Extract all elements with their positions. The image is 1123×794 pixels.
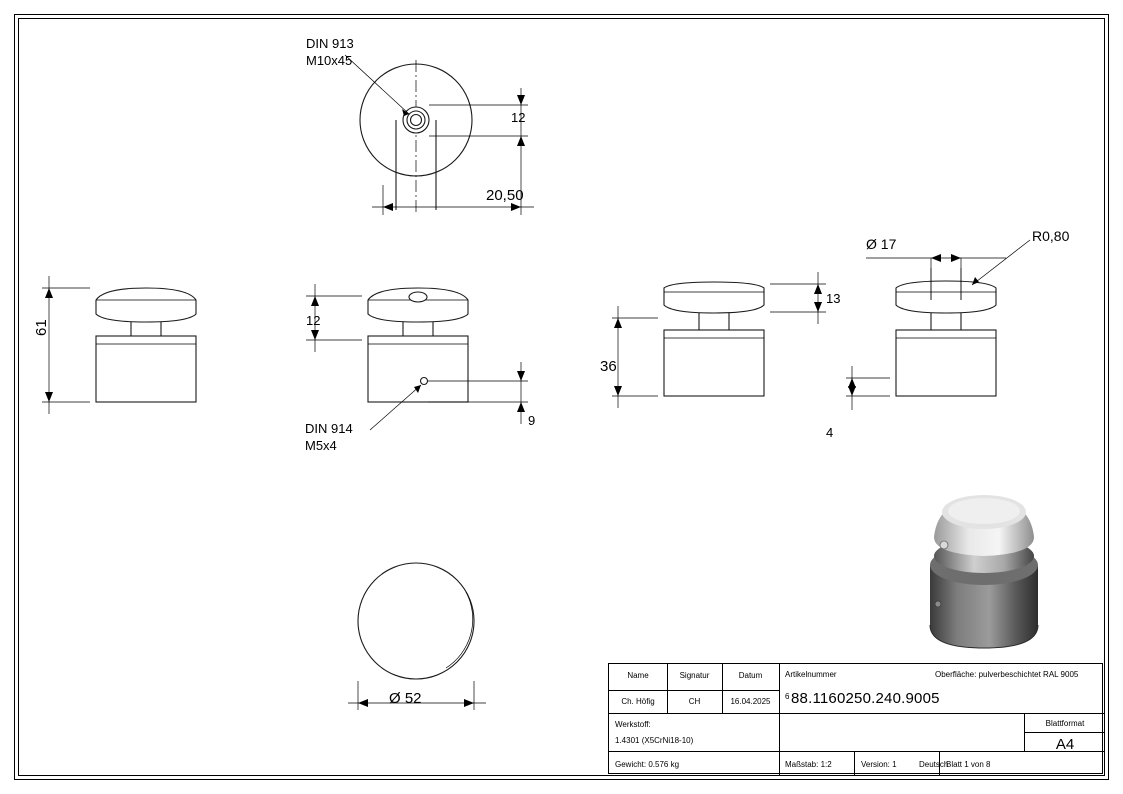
tb-value-article-number: 88.1160250.240.9005 xyxy=(791,690,940,707)
dimension-label-d17: Ø 17 xyxy=(866,236,897,252)
dimension-label-top-12: 12 xyxy=(511,110,526,125)
view-far-right-elevation xyxy=(896,281,996,396)
dimension-label-2050: 20,50 xyxy=(486,187,524,204)
isometric-render xyxy=(930,495,1038,648)
tb-rule-1 xyxy=(609,690,779,691)
annotation-din914-line2: M5x4 xyxy=(305,438,337,453)
tb-header-signature: Signatur xyxy=(679,671,710,680)
tb-value-sheet: Blatt 1 von 8 xyxy=(946,760,991,769)
annotation-din914-line1: DIN 914 xyxy=(305,421,353,436)
view-right-elevation xyxy=(664,282,764,396)
dimension-label-36: 36 xyxy=(600,358,617,375)
leader-radius xyxy=(972,240,1030,285)
dimension-label-d52: Ø 52 xyxy=(389,690,422,707)
tb-rule-4 xyxy=(1024,732,1104,733)
tb-header-surface: Oberfläche: pulverbeschichtet RAL 9005 xyxy=(935,670,1079,679)
dimension-label-4: 4 xyxy=(826,425,834,440)
dimension-36 xyxy=(612,306,658,408)
view-top-plan xyxy=(360,60,472,215)
tb-vline-5 xyxy=(854,751,855,775)
tb-rule-2 xyxy=(609,713,1104,714)
annotation-radius: R0,80 xyxy=(1032,228,1070,244)
annotation-din913-line2: M10x45 xyxy=(306,53,353,68)
dimension-label-13: 13 xyxy=(826,291,841,306)
tb-value-signature: CH xyxy=(688,697,701,706)
view-bottom-circle xyxy=(348,563,486,710)
tb-vline-4 xyxy=(1024,713,1025,751)
tb-value-scale: Maßstab: 1:2 xyxy=(785,760,832,769)
tb-header-date: Datum xyxy=(738,671,763,680)
dimension-13 xyxy=(770,272,826,324)
tb-header-article-number: Artikelnummer xyxy=(785,670,837,679)
tb-value-version: Version: 1 xyxy=(861,760,897,769)
tb-vline-3 xyxy=(779,664,780,775)
dimension-label-9: 9 xyxy=(528,413,536,428)
tb-value-language: Deutsch xyxy=(919,760,949,769)
tb-header-name: Name xyxy=(627,671,649,680)
tb-value-article-prefix: 6 xyxy=(785,692,790,701)
tb-value-sheet-format: A4 xyxy=(1055,736,1075,753)
annotation-din913-line1: DIN 913 xyxy=(306,36,354,51)
view-front-elevation xyxy=(368,288,468,402)
tb-value-material: 1.4301 (X5CrNi18-10) xyxy=(615,736,694,745)
tb-label-material: Werkstoff: xyxy=(615,720,651,729)
tb-value-weight: Gewicht: 0.576 kg xyxy=(615,760,680,769)
dimension-61 xyxy=(42,276,90,414)
tb-header-sheet-format: Blattformat xyxy=(1045,719,1085,728)
view-left-elevation xyxy=(96,288,196,402)
tb-value-date: 16.04.2025 xyxy=(730,697,771,706)
dimension-label-61: 61 xyxy=(33,319,50,336)
dimension-4 xyxy=(846,366,890,410)
dimension-label-front-12: 12 xyxy=(306,313,321,328)
tb-value-name: Ch. Höfig xyxy=(621,697,655,706)
title-block xyxy=(608,663,1103,774)
